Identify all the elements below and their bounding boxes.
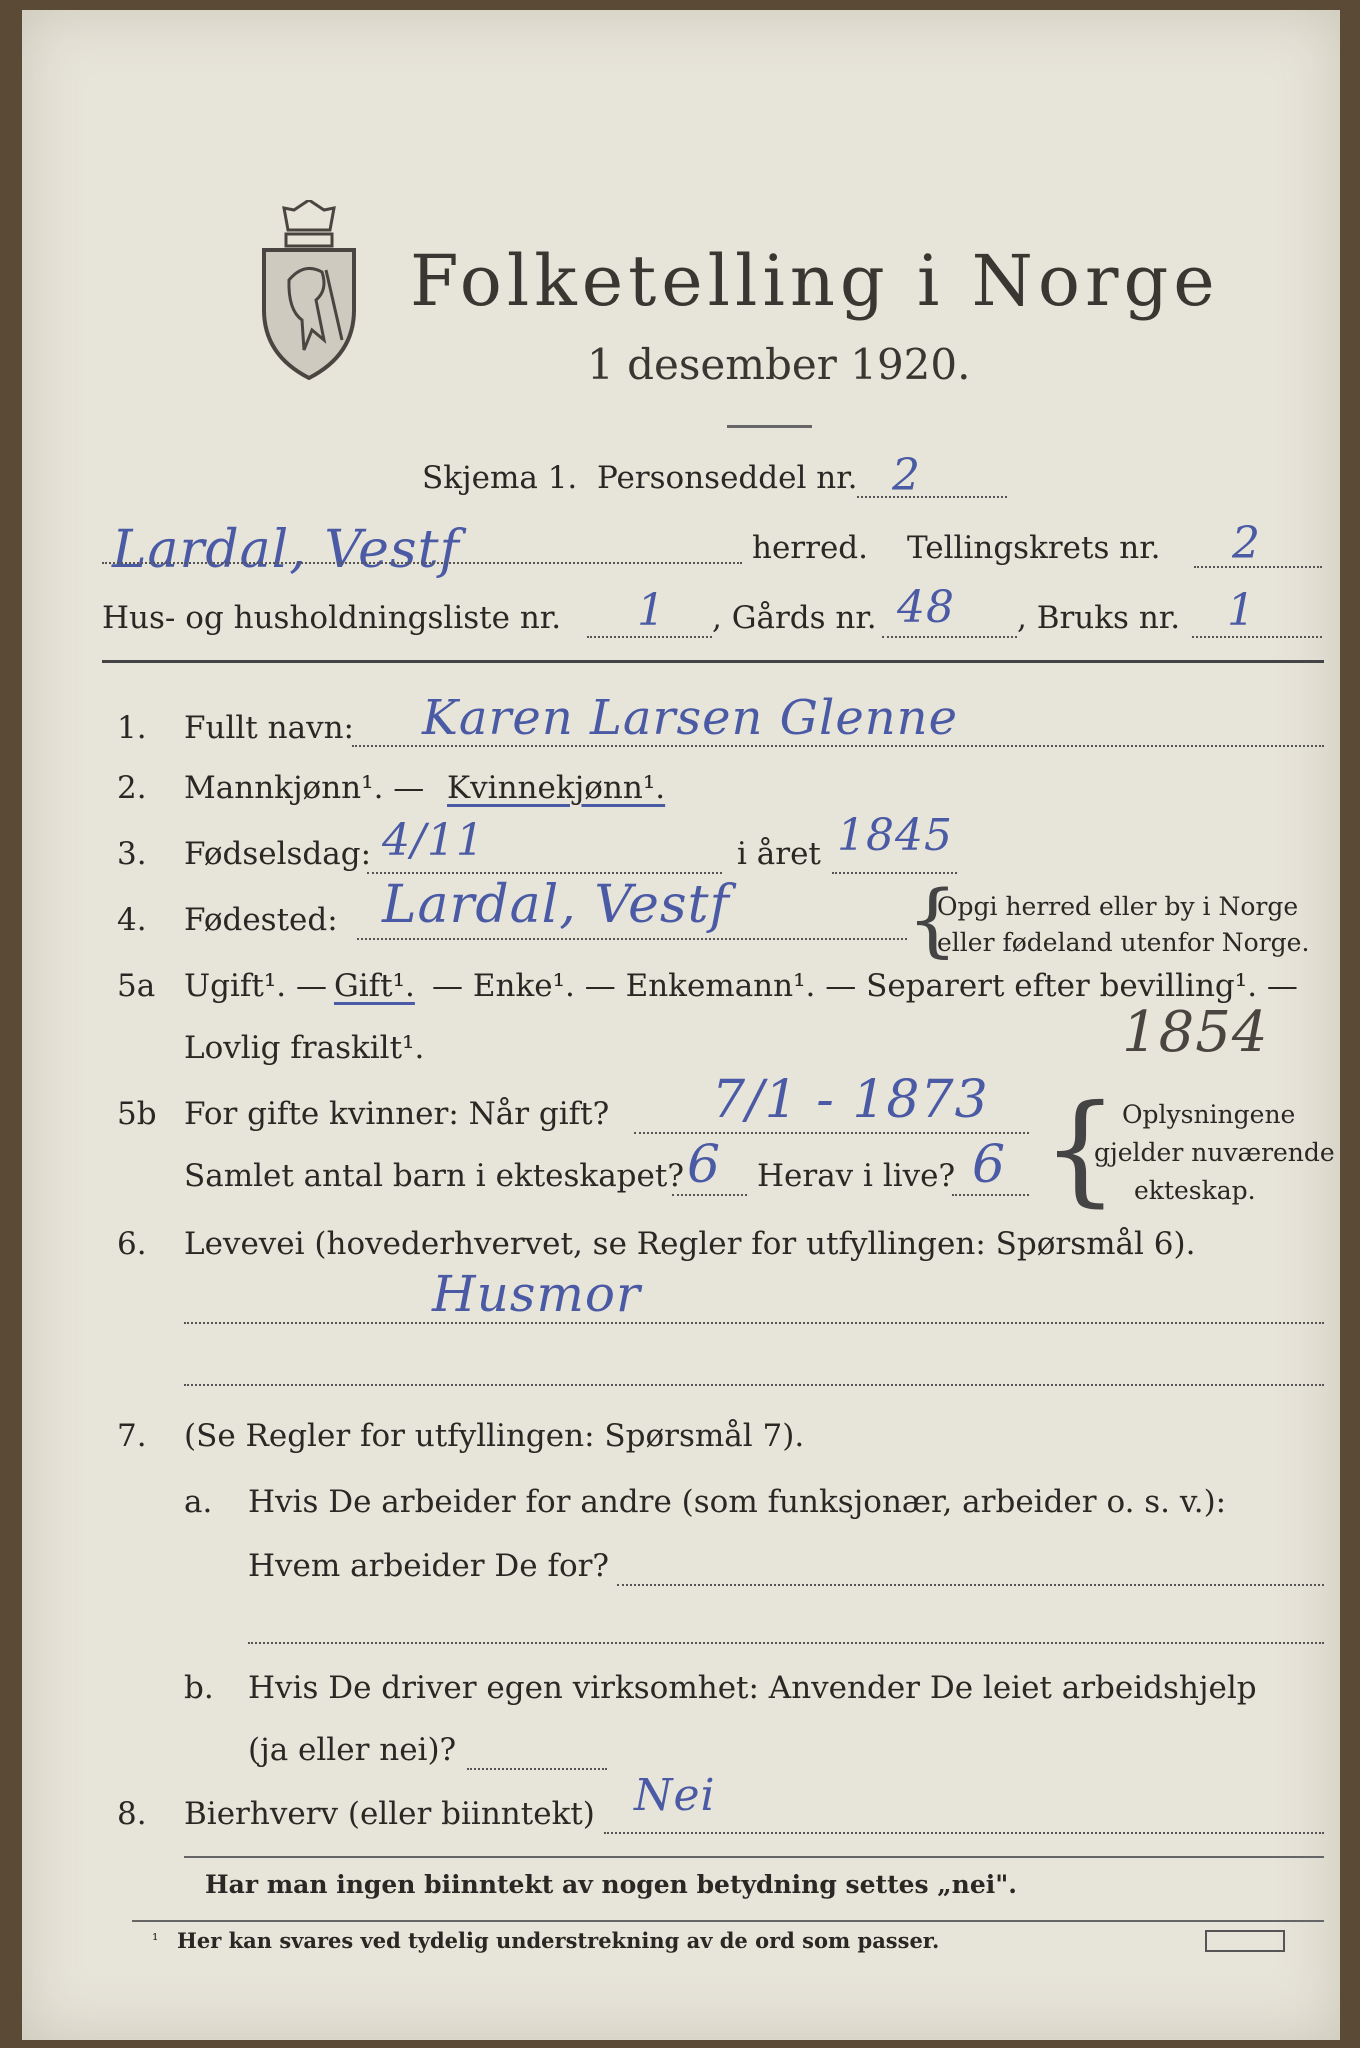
q5a-margin-note: 1854 xyxy=(1122,1000,1269,1065)
q6-label: Levevei (hovederhvervet, se Regler for utfyllingen: Spørsmål 6). xyxy=(184,1226,1196,1262)
q5b-line xyxy=(634,1132,1029,1134)
q6-occupation[interactable]: Husmor xyxy=(432,1265,641,1323)
hus-value[interactable]: 1 xyxy=(637,585,666,636)
q7a-answer-line2 xyxy=(248,1642,1324,1644)
bruks-line xyxy=(1192,636,1322,638)
q5a-other-options[interactable]: — Enke¹. — Enkemann¹. — Separert efter bevilling¹. — xyxy=(432,968,1298,1004)
q6-number: 6. xyxy=(117,1226,147,1262)
q5b-alive-label: Herav i live? xyxy=(757,1158,956,1194)
schema-label: Skjema 1. xyxy=(422,460,578,496)
q1-label: Fullt navn: xyxy=(184,710,354,746)
q5b-marriage-date[interactable]: 7/1 - 1873 xyxy=(712,1070,989,1130)
form-title: Folketelling i Norge xyxy=(410,240,1220,322)
q8-line xyxy=(604,1832,1324,1834)
census-date: 1 desember 1920. xyxy=(587,340,971,389)
personseddel-value[interactable]: 2 xyxy=(892,450,921,501)
q1-full-name[interactable]: Karen Larsen Glenne xyxy=(422,690,958,746)
header-divider xyxy=(102,660,1324,663)
printer-stamp-icon xyxy=(1205,1930,1285,1952)
q7a-answer-line1 xyxy=(617,1584,1324,1586)
q7b-line2: (ja eller nei)? xyxy=(248,1732,457,1768)
q7a-line1: Hvis De arbeider for andre (som funksjonær, arbeider o. s. v.): xyxy=(248,1484,1227,1520)
census-form xyxy=(22,10,1340,2040)
q4-label: Fødested: xyxy=(184,902,338,938)
q4-note-line1: Opgi herred eller by i Norge xyxy=(937,892,1299,921)
q5b-note-line1: Oplysningene xyxy=(1122,1100,1296,1129)
gards-label: , Gårds nr. xyxy=(712,600,877,636)
q7a-line2: Hvem arbeider De for? xyxy=(248,1548,610,1584)
footer-divider xyxy=(132,1920,1324,1922)
footnote-mark: ¹ xyxy=(152,1930,159,1949)
q1-number: 1. xyxy=(117,710,147,746)
q2-male-option[interactable]: Mannkjønn¹. — xyxy=(184,770,425,806)
q5b-note-line3: ekteskap. xyxy=(1134,1176,1256,1205)
tellingskrets-value[interactable]: 2 xyxy=(1232,518,1261,569)
q8-label: Bierhverv (eller biinntekt) xyxy=(184,1796,595,1832)
q5a-ugift-option[interactable]: Ugift¹. — xyxy=(184,968,327,1004)
q5b-brace: { xyxy=(1042,1080,1119,1219)
q5b-children-count[interactable]: 6 xyxy=(687,1135,722,1195)
q5b-alive-count[interactable]: 6 xyxy=(972,1135,1007,1195)
q5a-fraskilt-option[interactable]: Lovlig fraskilt¹. xyxy=(184,1030,425,1066)
gards-value[interactable]: 48 xyxy=(897,582,955,633)
q7-label: (Se Regler for utfyllingen: Spørsmål 7). xyxy=(184,1418,805,1454)
q2-number: 2. xyxy=(117,770,147,806)
q4-brace: { xyxy=(907,873,958,966)
q5b-children-label: Samlet antal barn i ekteskapet? xyxy=(184,1158,684,1194)
q4-birthplace[interactable]: Lardal, Vestf xyxy=(382,875,730,935)
q8-answer[interactable]: Nei xyxy=(634,1770,716,1821)
q5a-gift-option[interactable]: Gift¹. xyxy=(334,968,415,1004)
herred-line xyxy=(102,562,742,564)
bruks-label: , Bruks nr. xyxy=(1017,600,1181,636)
q6-line1 xyxy=(184,1322,1324,1324)
q6-line2 xyxy=(184,1384,1324,1386)
gards-line xyxy=(882,636,1017,638)
q5b-number: 5b xyxy=(117,1096,157,1132)
q5b-note-line2: gjelder nuværende xyxy=(1094,1138,1335,1167)
q5a-number: 5a xyxy=(117,968,156,1004)
hus-label: Hus- og husholdningsliste nr. xyxy=(102,600,562,636)
q8-number: 8. xyxy=(117,1796,147,1832)
q7a-letter: a. xyxy=(184,1484,213,1520)
footnote-text: Her kan svares ved tydelig understrekning av de ord som passer. xyxy=(177,1928,940,1953)
q7b-line1: Hvis De driver egen virksomhet: Anvender De leiet arbeidshjelp xyxy=(248,1670,1257,1706)
q3-year-label: i året xyxy=(737,836,821,872)
personseddel-line xyxy=(857,496,1007,498)
q3-birth-day[interactable]: 4/11 xyxy=(382,815,485,866)
herred-value[interactable]: Lardal, Vestf xyxy=(112,520,460,580)
q7-number: 7. xyxy=(117,1418,147,1454)
q8-bottom-rule xyxy=(184,1856,1324,1858)
herred-label: herred. xyxy=(752,530,868,566)
q3-number: 3. xyxy=(117,836,147,872)
q3-birth-year[interactable]: 1845 xyxy=(837,810,953,861)
q4-number: 4. xyxy=(117,902,147,938)
personseddel-label: Personseddel nr. xyxy=(597,460,858,496)
hus-line xyxy=(587,636,712,638)
q2-female-option[interactable]: Kvinnekjønn¹. xyxy=(447,770,666,806)
footer-note: Har man ingen biinntekt av nogen betydning settes „nei". xyxy=(205,1870,1017,1899)
q3-day-line xyxy=(367,872,722,874)
coat-of-arms-icon xyxy=(254,200,364,380)
bruks-value[interactable]: 1 xyxy=(1227,585,1256,636)
title-divider xyxy=(727,425,812,428)
q4-line xyxy=(357,938,907,940)
q3-label: Fødselsdag: xyxy=(184,836,372,872)
q7b-letter: b. xyxy=(184,1670,214,1706)
q7b-answer-line xyxy=(467,1768,607,1770)
q5b-label: For gifte kvinner: Når gift? xyxy=(184,1096,610,1132)
q4-note-line2: eller fødeland utenfor Norge. xyxy=(937,928,1310,957)
tellingskrets-label: Tellingskrets nr. xyxy=(907,530,1161,566)
